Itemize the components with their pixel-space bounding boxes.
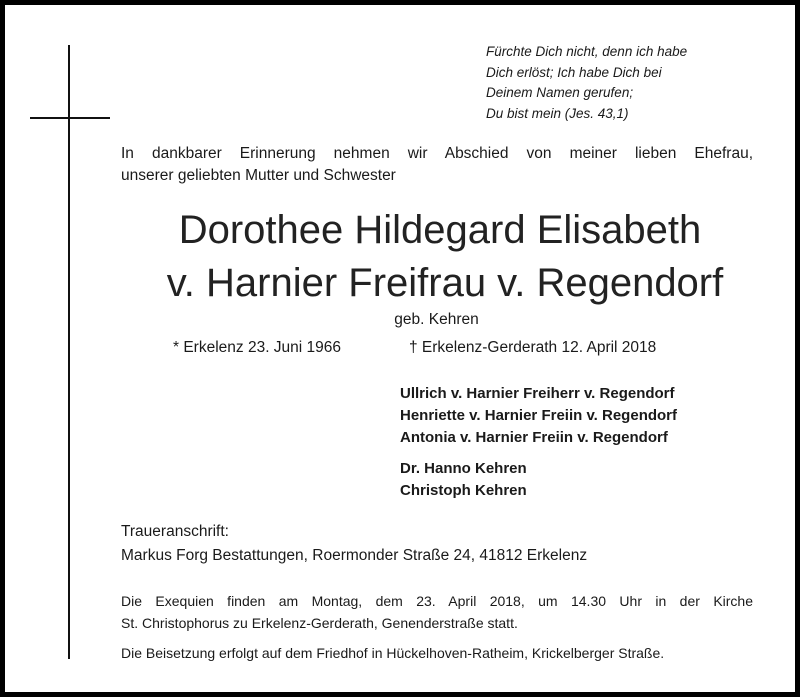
mourner-name: Antonia v. Harnier Freiin v. Regendorf (400, 429, 668, 446)
intro-text (121, 143, 753, 187)
bible-verse (486, 42, 786, 124)
funeral-mass-line: St. Christophorus zu Erkelenz-Gerderath, Genenderstraße statt. (121, 615, 518, 631)
verse-line: Fürchte Dich nicht, denn ich habe (486, 44, 688, 59)
birth-date: * Erkelenz 23. Juni 1966 (173, 339, 342, 356)
intro-line: unserer geliebten Mutter und Schwester (121, 167, 396, 184)
verse-line: Deinem Namen gerufen; (486, 85, 634, 100)
mourners-list (400, 383, 677, 502)
intro-line: In dankbarer Erinnerung nehmen wir Abschied von meiner lieben Ehefrau, (121, 145, 753, 162)
cross-vertical-bar (68, 45, 70, 659)
address-label: Traueranschrift: (121, 523, 229, 540)
birth-name: geb. Kehren (394, 311, 479, 328)
mourner-name: Christoph Kehren (400, 482, 527, 499)
death-date: † Erkelenz-Gerderath 12. April 2018 (409, 339, 657, 356)
funeral-mass-text (121, 590, 753, 634)
condolence-address (121, 520, 587, 568)
deceased-name-line1: Dorothee Hildegard Elisabeth (178, 208, 702, 252)
deceased-name-line2: v. Harnier Freifrau v. Regendorf (166, 261, 724, 305)
mourner-name: Henriette v. Harnier Freiin v. Regendorf (400, 407, 678, 424)
mourner-name: Dr. Hanno Kehren (400, 460, 527, 477)
verse-line: Du bist mein (Jes. 43,1) (486, 105, 629, 121)
address-value: Markus Forg Bestattungen, Roermonder Straße 24, 41812 Erkelenz (121, 547, 588, 564)
mourner-name: Ullrich v. Harnier Freiherr v. Regendorf (400, 385, 675, 402)
burial-text: Die Beisetzung erfolgt auf dem Friedhof in Hückelhoven-Ratheim, Krickelberger Straße. (121, 645, 665, 661)
funeral-mass-line: Die Exequien finden am Montag, dem 23. April 2018, um 14.30 Uhr in der Kirche (121, 593, 753, 609)
verse-line: Dich erlöst; Ich habe Dich bei (486, 64, 662, 80)
cross-horizontal-bar (30, 117, 110, 119)
